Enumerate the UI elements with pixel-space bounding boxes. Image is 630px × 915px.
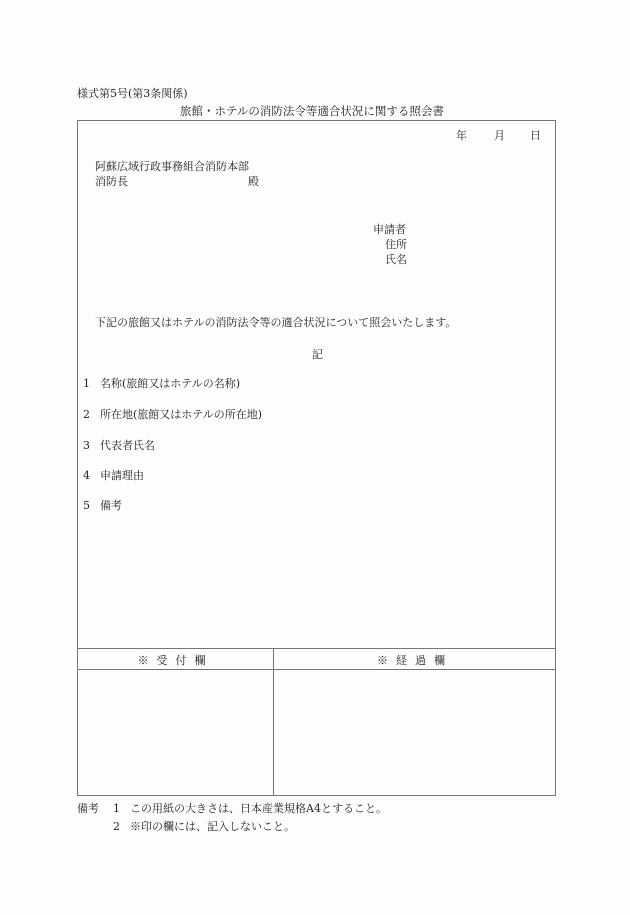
body-text: 下記の旅館又はホテルの消防法令等の適合状況について照会いたします。 [95,316,457,329]
reception-column-header: ※受付欄 [137,654,214,667]
item-1: 1 名称(旅館又はホテルの名称) [83,377,241,390]
note-2: 2 ※印の欄には、記入しないこと。 [113,820,295,833]
item-5: 5 備考 [83,499,122,512]
date-year: 年 [456,129,467,142]
form-frame [77,120,556,796]
ki-heading: 記 [312,348,323,361]
applicant-name-label: 氏名 [385,253,407,266]
item-4: 4 申請理由 [83,469,144,482]
document-title: 旅館・ホテルの消防法令等適合状況に関する照会書 [180,104,444,118]
item-2: 2 所在地(旅館又はホテルの所在地) [83,408,263,421]
addressee-organization: 阿蘇広域行政事務組合消防本部 [95,160,249,173]
notes-label: 備考 [77,802,99,815]
reception-field [79,670,272,795]
divider-columns-vertical [273,648,274,796]
date-month: 月 [494,129,505,142]
progress-field [275,670,555,795]
progress-column-header: ※経過欄 [377,654,453,667]
applicant-address-label: 住所 [385,238,407,251]
date-day: 日 [530,129,541,142]
note-1: 1 この用紙の大きさは、日本産業規格A4とすること。 [113,802,387,815]
addressee-honorific: 殿 [248,175,259,188]
item-3: 3 代表者氏名 [83,439,155,452]
addressee-chief: 消防長 [95,175,128,188]
divider-columns-top [78,648,555,649]
applicant-label: 申請者 [373,223,406,236]
form-number: 様式第5号(第3条関係) [77,87,188,100]
